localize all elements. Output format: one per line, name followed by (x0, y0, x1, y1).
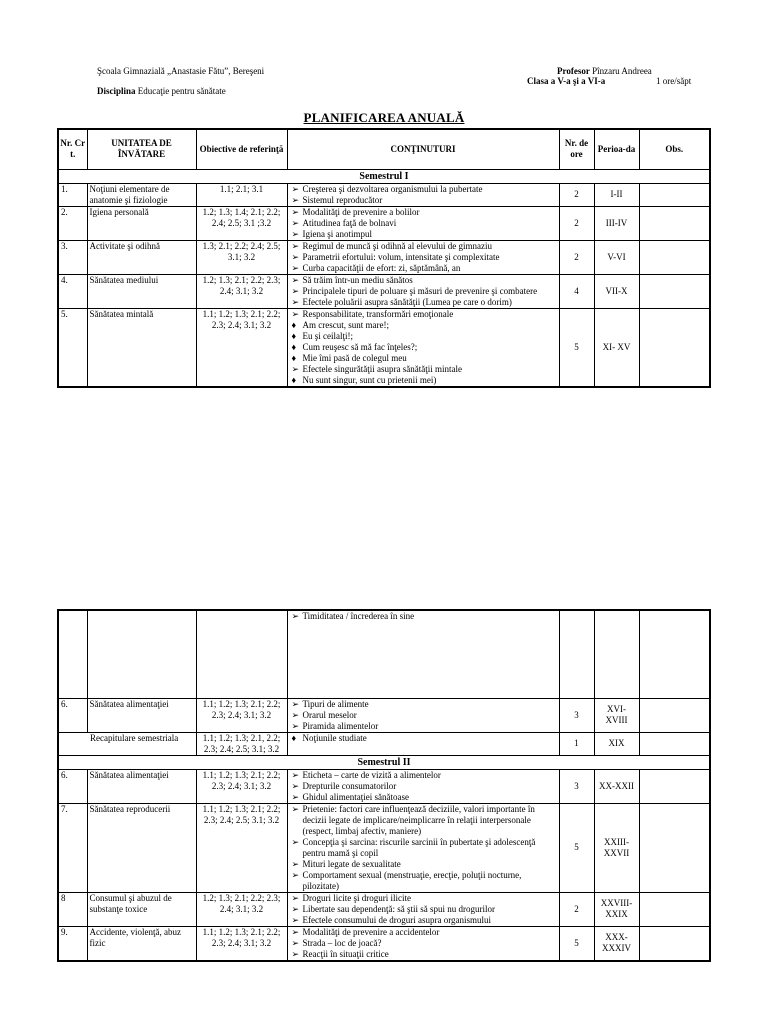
table-row (58, 732, 710, 755)
obs-cell (639, 698, 710, 732)
bullet-marker: ♦ (291, 341, 297, 352)
objectives-cell: 1.1; 1.2; 1.3; 2.1; 2.2; 2.3; 2.4; 2.5; 3.1; 3.2 (196, 803, 287, 892)
obs-cell (639, 308, 710, 387)
list-item-text: Atitudinea faţă de bolnavi (302, 217, 397, 228)
list-item-text: Modalităţi de prevenire a accidentelor (302, 926, 440, 937)
bullet-marker: ➢ (291, 296, 300, 307)
list-item-text: Concepţia şi sarcina: riscurile sarcinii în pubertate şi adolescenţă pentru mamă şi copil (302, 836, 536, 858)
list-item (290, 859, 557, 870)
list-item-text: Prietenie: factori care influenţează deciziile, valori importante în decizii legate de implicare/neimplicarre în relaţii interpersonale (respect, limbaj afectiv, maniere) (302, 803, 535, 836)
list-item (290, 915, 557, 926)
list-item (290, 275, 557, 286)
list-item (290, 195, 557, 206)
row-number: 1. (58, 183, 87, 206)
contents-cell (287, 926, 559, 961)
list-item (290, 733, 557, 744)
list-item-text: Mituri legate de sexualitate (302, 858, 401, 869)
list-item-text: Să trăim într-un mediu sănătos (302, 274, 413, 285)
row-number: 3. (58, 240, 87, 274)
bullet-marker: ➢ (291, 194, 300, 205)
table-row (58, 892, 710, 926)
planning-table-page-2 (57, 609, 711, 962)
obs-cell (639, 769, 710, 803)
period-cell: XVI-XVIII (594, 698, 639, 732)
list-item-text: Efectele consumului de droguri asupra organismului (302, 914, 492, 925)
school-name: Şcoala Gimnazială „Anastasie Fătu”, Bereşeni (97, 66, 265, 76)
bullet-marker: ➢ (291, 720, 300, 731)
list-item (290, 870, 557, 892)
unit-cell: Recapitulare semestriala (58, 732, 196, 755)
table-row (58, 769, 710, 803)
contents-cell (287, 206, 559, 240)
list-item-text: Droguri licite şi droguri ilicite (302, 892, 411, 903)
bullet-marker: ➢ (291, 803, 300, 814)
objectives-cell: 1.2; 1.3; 2.1; 2.2; 2.3; 2.4; 3.1; 3.2 (196, 274, 287, 308)
bullet-marker: ➢ (291, 698, 300, 709)
contents-cell (287, 892, 559, 926)
bullet-marker: ➢ (291, 769, 300, 780)
continuation-row (58, 610, 710, 698)
col-header-obs: Obs. (639, 129, 710, 169)
unit-cell: Noţiuni elementare de anatomie şi fiziologie (87, 183, 196, 206)
objectives-cell: 1.1; 1.2; 1.3; 2.1, 2.2; 2.3; 2.4; 2.5; 3.1; 3.2 (196, 732, 287, 755)
list-item-text: Igiena şi anotimpul (302, 228, 372, 239)
table-row (58, 926, 710, 961)
list-item-text: Ghidul alimentaţiei sănătoase (302, 791, 409, 802)
hours-cell: 2 (559, 206, 594, 240)
row-number: 9. (58, 926, 87, 961)
objectives-cell: 1.1; 1.2; 1.3; 2.1; 2.2; 2.3; 2.4; 3.1; 3.2 (196, 769, 287, 803)
discipline-line (97, 86, 226, 97)
list-item (290, 927, 557, 938)
list-item (290, 721, 557, 732)
semester-row (58, 755, 710, 769)
list-item-text: Responsabilitate, transformări emoţionale (302, 308, 454, 319)
hours-cell: 3 (559, 769, 594, 803)
list-item (290, 320, 557, 331)
hours-cell: 2 (559, 240, 594, 274)
list-item: ➢ Timiditatea / încrederea în sine (291, 611, 415, 621)
obs-cell (639, 732, 710, 755)
semester-2-rows (58, 769, 710, 961)
period-cell: V-VI (594, 240, 639, 274)
unit-cell: Sănătatea alimentaţiei (87, 769, 196, 803)
list-item (290, 331, 557, 342)
contents-cell (287, 769, 559, 803)
list-item (290, 375, 557, 386)
contents-cell (287, 803, 559, 892)
semester-row (58, 169, 710, 183)
unit-cell: Sănătatea reproducerii (87, 803, 196, 892)
list-item-text: Modalităţi de prevenire a bolilor (302, 206, 420, 217)
bullet-marker: ♦ (291, 374, 297, 385)
list-item-text: Creşterea şi dezvoltarea organismului la pubertate (302, 183, 483, 194)
contents-cell (287, 274, 559, 308)
list-item-text: Curba capacităţii de efort: zi, săptămână, an (302, 262, 461, 273)
page-title: PLANIFICAREA ANUALĂ (303, 110, 465, 125)
bullet-marker: ➢ (291, 836, 300, 847)
unit-cell: Igiena personală (87, 206, 196, 240)
table-row (58, 274, 710, 308)
obs-cell (639, 892, 710, 926)
contents-cell (287, 240, 559, 274)
hours-cell: 4 (559, 274, 594, 308)
list-item-text: Comportament sexual (menstruaţie, erecţie, poluţii nocturne, pilozitate) (302, 869, 522, 891)
unit-cell: Accidente, violenţă, abuz fizic (87, 926, 196, 961)
contents-cell (287, 732, 559, 755)
period-cell: XIX (594, 732, 639, 755)
obs-cell (639, 206, 710, 240)
list-item (290, 229, 557, 240)
list-item-text: Am crescut, sunt mare!; (302, 319, 389, 330)
bullet-marker: ♦ (291, 352, 297, 363)
unit-cell: Activitate şi odihnă (87, 240, 196, 274)
list-item (290, 207, 557, 218)
objectives-cell: 1.1; 1.2; 1.3; 2.1; 2.2; 2.3; 2.4; 3.1; 3.2 (196, 698, 287, 732)
col-header-contents: CONŢINUTURI (287, 129, 559, 169)
bullet-marker: ➢ (291, 869, 300, 880)
hours-cell: 1 (559, 732, 594, 755)
list-item-text: Efectele singurătăţii asupra sănătăţii mintale (302, 363, 462, 374)
list-item (290, 309, 557, 320)
list-item (290, 710, 557, 721)
list-item-text: Piramida alimentelor (302, 720, 379, 731)
hours-per-week: 1 ore/săpt (656, 76, 692, 86)
list-item-text: Orarul meselor (302, 709, 357, 720)
row-number: 4. (58, 274, 87, 308)
teacher-value: Pînzaru Andreea (592, 66, 652, 76)
bullet-marker: ➢ (291, 926, 300, 937)
table-row (58, 308, 710, 387)
list-item (290, 353, 557, 364)
bullet-marker: ➢ (291, 183, 300, 194)
discipline-value: Educaţie pentru sănătate (137, 86, 226, 96)
period-cell: XI- XV (594, 308, 639, 387)
period-cell: XXVIII-XXIX (594, 892, 639, 926)
table-row (58, 698, 710, 732)
list-item (290, 218, 557, 229)
list-item-text: Noţiunile studiate (302, 732, 367, 743)
bullet-marker: ➢ (291, 709, 300, 720)
bullet-marker: ➢ (291, 285, 300, 296)
bullet-marker: ➢ (291, 914, 300, 925)
list-item-text: Parametrii efortului: volum, intensitate şi complexitate (302, 251, 500, 262)
list-item (290, 241, 557, 252)
period-cell: XXIII-XXVII (594, 803, 639, 892)
objectives-cell: 1.1; 2.1; 3.1 (196, 183, 287, 206)
bullet-marker: ➢ (291, 308, 300, 319)
list-item (290, 297, 557, 308)
contents-cell (287, 698, 559, 732)
obs-cell (639, 183, 710, 206)
list-item-text: Strada – loc de joacă? (302, 937, 382, 948)
list-item-text: Eu şi ceilalţi!; (302, 330, 353, 341)
row-number: 2. (58, 206, 87, 240)
bullet-marker: ➢ (291, 274, 300, 285)
row-number: 6. (58, 698, 87, 732)
unit-cell: Sănătatea alimentaţiei (87, 698, 196, 732)
period-cell: III-IV (594, 206, 639, 240)
obs-cell (639, 240, 710, 274)
list-item (290, 252, 557, 263)
list-item (290, 938, 557, 949)
bullet-marker: ♦ (291, 330, 297, 341)
table-row (58, 183, 710, 206)
hours-cell: 5 (559, 308, 594, 387)
bullet-marker: ➢ (291, 217, 300, 228)
table-row (58, 240, 710, 274)
hours-cell: 5 (559, 926, 594, 961)
row-number: 8 (58, 892, 87, 926)
bullet-marker: ➢ (291, 948, 300, 959)
bullet-marker: ➢ (291, 228, 300, 239)
row-number: 6. (58, 769, 87, 803)
unit-cell: Sănătatea mediului (87, 274, 196, 308)
list-item-text: Regimul de muncă şi odihnă al elevului de gimnaziu (302, 240, 492, 251)
obs-cell (639, 274, 710, 308)
list-item (290, 804, 557, 837)
planning-table-page-1 (57, 128, 711, 388)
list-item-text: Mie îmi pasă de colegul meu (302, 352, 407, 363)
list-item-text: Eticheta – carte de vizită a alimentelor (302, 769, 441, 780)
hours-cell: 3 (559, 698, 594, 732)
contents-cell (287, 308, 559, 387)
list-item (290, 949, 557, 960)
list-item-text: Principalele tipuri de poluare şi măsuri de prevenire şi combatere (302, 285, 538, 296)
bullet-marker: ➢ (291, 903, 300, 914)
list-item (290, 364, 557, 375)
period-cell: XX-XXII (594, 769, 639, 803)
semester-1-rows (58, 183, 710, 387)
list-item (290, 699, 557, 710)
semester-label: Semestrul I (58, 169, 710, 183)
bullet-marker: ➢ (291, 780, 300, 791)
list-item (290, 184, 557, 195)
list-item (290, 770, 557, 781)
list-item (290, 263, 557, 274)
hours-cell: 2 (559, 892, 594, 926)
obs-cell (639, 926, 710, 961)
objectives-cell: 1.3; 2.1; 2.2; 2.4; 2.5; 3.1; 3.2 (196, 240, 287, 274)
bullet-marker: ➢ (291, 892, 300, 903)
col-header-period: Perioa-da (594, 129, 639, 169)
list-item-text: Nu sunt singur, sunt cu prietenii mei) (302, 374, 437, 385)
discipline-label: Disciplina (97, 86, 136, 96)
table-header-row (58, 129, 710, 169)
list-item-text: Drepturile consumatorilor (302, 780, 397, 791)
bullet-marker: ♦ (291, 319, 297, 330)
list-item (290, 286, 557, 297)
objectives-cell: 1.2; 1.3; 1.4; 2.1; 2.2; 2.4; 2.5; 3.1 ;3.2 (196, 206, 287, 240)
col-header-objectives: Obiective de referinţă (196, 129, 287, 169)
objectives-cell: 1.1; 1.2; 1.3; 2.1; 2.2; 2.3; 2.4; 3.1; 3.2 (196, 926, 287, 961)
page-2-rows (58, 698, 710, 755)
bullet-marker: ➢ (291, 937, 300, 948)
list-item (290, 781, 557, 792)
list-item-text: Sistemul reproducător (302, 194, 383, 205)
hours-cell: 5 (559, 803, 594, 892)
list-item (290, 837, 557, 859)
period-cell: VII-X (594, 274, 639, 308)
unit-cell: Sănătatea mintală (87, 308, 196, 387)
list-item-text: Cum reuşesc să mă fac înţeles?; (302, 341, 418, 352)
period-cell: I-II (594, 183, 639, 206)
table-row (58, 803, 710, 892)
class-label: Clasa a V-a şi a VI-a (527, 76, 606, 86)
bullet-marker: ➢ (291, 240, 300, 251)
objectives-cell: 1.1; 1.2; 1.3; 2.1; 2.2; 2.3; 2.4; 3.1; 3.2 (196, 308, 287, 387)
col-header-nr: Nr. Cr t. (58, 129, 87, 169)
col-header-unit: UNITATEA DE ÎNVĂTARE (87, 129, 196, 169)
row-number: 7. (58, 803, 87, 892)
hours-cell: 2 (559, 183, 594, 206)
objectives-cell: 1.2; 1.3; 2.1; 2.2; 2.3; 2.4; 3.1; 3.2 (196, 892, 287, 926)
list-item (290, 904, 557, 915)
row-number: 5. (58, 308, 87, 387)
semester-label: Semestrul II (58, 755, 710, 769)
list-item-text: Tipuri de alimente (302, 698, 369, 709)
list-item (290, 792, 557, 803)
list-item (290, 342, 557, 353)
bullet-marker: ➢ (291, 262, 300, 273)
bullet-marker: ➢ (291, 791, 300, 802)
obs-cell (639, 803, 710, 892)
list-item-text: Libertate sau dependenţă: să ştii să spui nu drogurilor (302, 903, 495, 914)
bullet-marker: ➢ (291, 206, 300, 217)
contents-cell (287, 183, 559, 206)
list-item (290, 893, 557, 904)
list-item-text: Efectele poluării asupra sănătăţii (Lumea pe care o dorim) (302, 296, 512, 307)
unit-cell: Consumul şi abuzul de substanţe toxice (87, 892, 196, 926)
list-item-text: Reacţii în situaţii critice (302, 948, 389, 959)
bullet-marker: ➢ (291, 858, 300, 869)
bullet-marker: ♦ (291, 732, 297, 743)
period-cell: XXX-XXXIV (594, 926, 639, 961)
table-row (58, 206, 710, 240)
teacher-label: Profesor (557, 66, 590, 76)
bullet-marker: ➢ (291, 363, 300, 374)
bullet-marker: ➢ (291, 251, 300, 262)
continuation-contents (287, 610, 559, 698)
col-header-hours: Nr. de ore (559, 129, 594, 169)
